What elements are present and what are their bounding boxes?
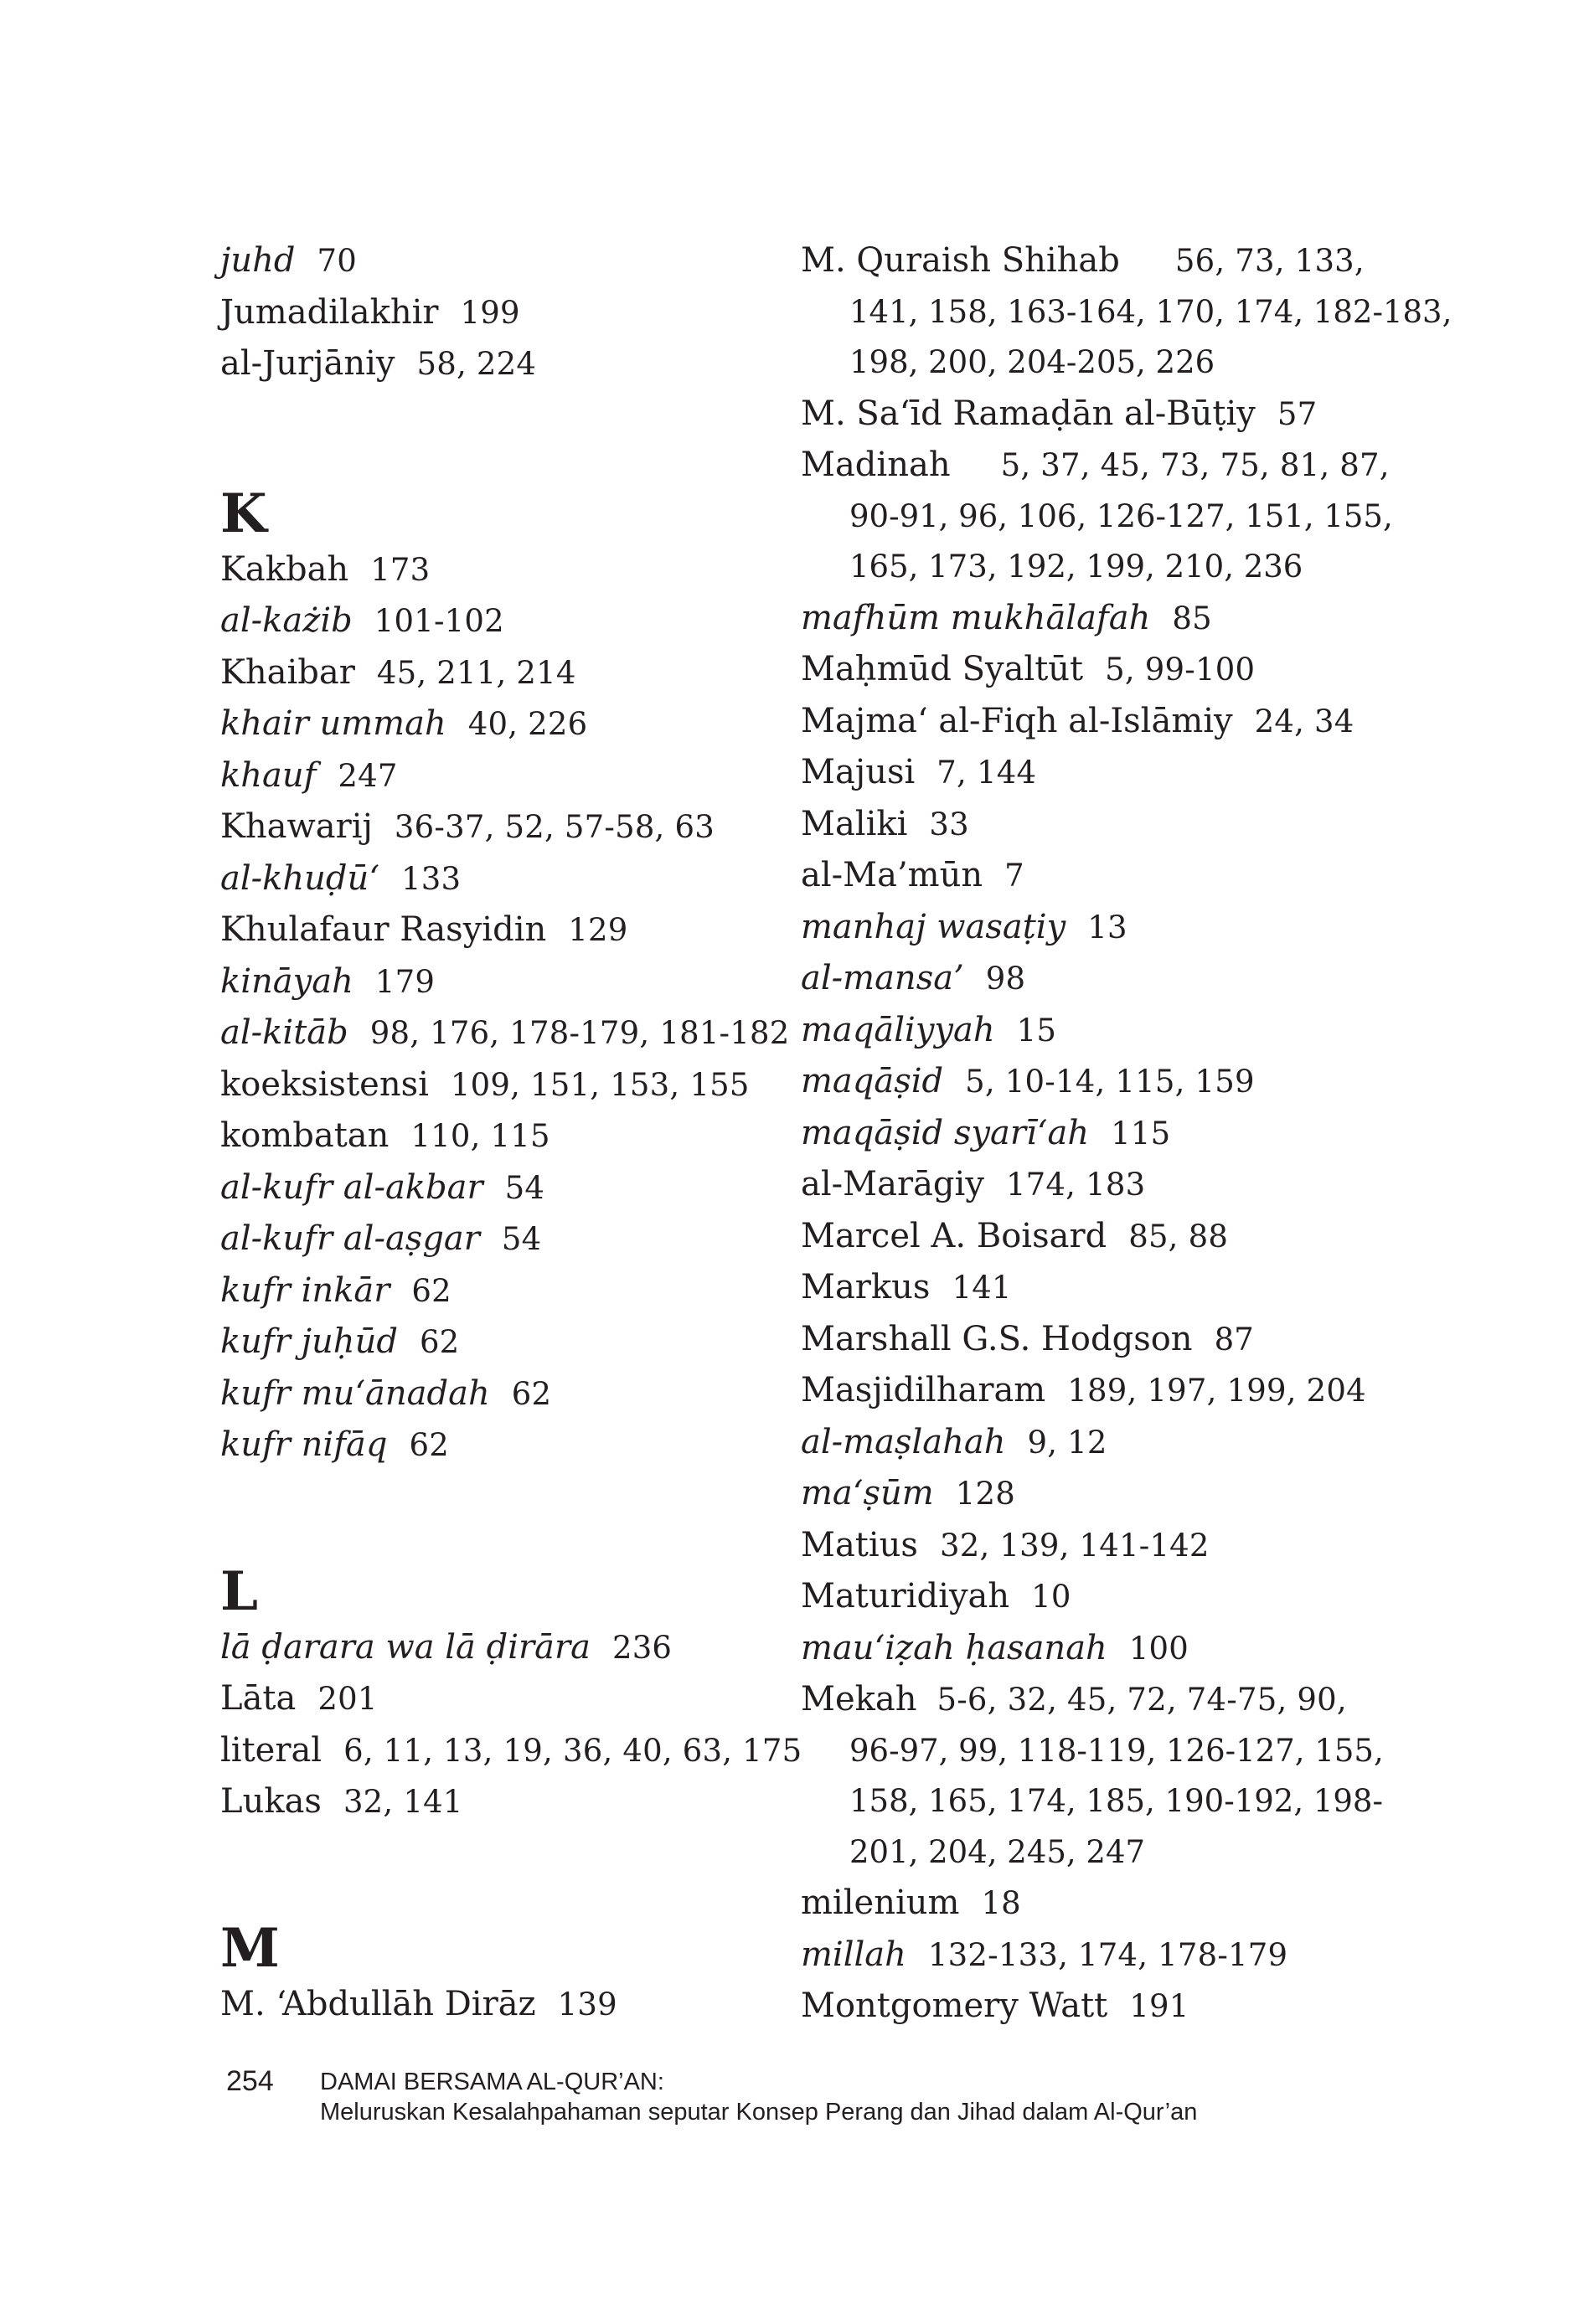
index-entry (220, 1265, 773, 1317)
index-pages-continued: 96-97, 99, 118-119, 126-127, 155, (849, 1732, 1384, 1769)
index-term: millah (801, 1935, 906, 1974)
index-pages: 132-133, 174, 178-179 (927, 1936, 1288, 1973)
index-pages: 70 (317, 243, 358, 279)
index-term: kufr nifāq (220, 1425, 388, 1464)
index-pages: 58, 224 (416, 346, 537, 382)
index-entry (220, 1214, 773, 1265)
section-heading-m: M (220, 1916, 280, 1980)
index-entry (801, 1417, 1387, 1469)
index-pages: 174, 183 (1005, 1167, 1146, 1203)
index-entry (220, 1059, 773, 1111)
index-entry (220, 647, 773, 699)
index-entry (801, 850, 1387, 902)
index-term: Masjidilharam (801, 1371, 1046, 1409)
index-pages-continued: 165, 173, 192, 199, 210, 236 (849, 549, 1303, 585)
index-term: ma‘ṣūm (801, 1474, 934, 1512)
index-pages: 101-102 (374, 603, 504, 639)
index-pages: 173 (370, 551, 431, 588)
index-pages: 100 (1128, 1630, 1189, 1667)
index-entry (801, 1930, 1387, 1981)
index-pages-continued: 201, 204, 245, 247 (849, 1833, 1146, 1870)
index-pages: 189, 197, 199, 204 (1067, 1373, 1366, 1409)
index-term: maqāṣid (801, 1062, 944, 1100)
index-column-right (801, 235, 1452, 2033)
index-pages: 7 (1004, 858, 1024, 894)
index-pages: 87 (1214, 1321, 1255, 1358)
index-pages: 54 (504, 1169, 545, 1206)
index-pages: 115 (1111, 1115, 1171, 1152)
index-entry (220, 544, 773, 596)
index-term: literal (220, 1730, 322, 1770)
index-term: mafhūm mukhālafah (801, 598, 1151, 637)
index-term: manhaj wasaṭiy (801, 907, 1066, 946)
index-pages: 98 (985, 961, 1026, 997)
index-entry (220, 1317, 773, 1368)
index-pages: 10 (1031, 1579, 1071, 1615)
index-entry (801, 1262, 1387, 1314)
index-entry (220, 904, 773, 956)
index-entry (220, 1673, 773, 1725)
index-term: al-Jurjāniy (220, 344, 395, 383)
index-entry (220, 1007, 790, 1059)
index-entry (220, 1979, 773, 2031)
index-entry (801, 1314, 1387, 1366)
index-term: khair ummah (220, 704, 446, 743)
index-entry (220, 750, 773, 802)
index-entry (801, 1159, 1387, 1211)
index-pages: 247 (338, 757, 398, 794)
index-term: kufr inkār (220, 1270, 390, 1310)
running-footer (320, 2067, 1409, 2127)
index-pages: 109, 151, 153, 155 (450, 1066, 750, 1103)
index-entry (801, 747, 1387, 799)
index-entry-quraish-shihab (801, 235, 1452, 389)
index-pages: 85 (1172, 600, 1212, 636)
index-entry (801, 1878, 1387, 1930)
index-entry (801, 1520, 1387, 1572)
index-pages: 6, 11, 13, 19, 36, 40, 63, 175 (343, 1732, 802, 1769)
index-entry-mekah (801, 1674, 1387, 1878)
index-pages-continued: 141, 158, 163-164, 170, 174, 182-183, (849, 293, 1452, 330)
index-entry (220, 698, 773, 750)
index-pages: 36-37, 52, 57-58, 63 (394, 809, 715, 845)
index-pages: 236 (611, 1629, 673, 1666)
index-entry (220, 801, 773, 853)
index-pages: 191 (1129, 1988, 1189, 2024)
index-pages: 62 (511, 1375, 552, 1412)
index-term: Markus (801, 1268, 931, 1306)
index-entry (220, 1622, 773, 1674)
index-term: Maḥmūd Syaltūt (801, 650, 1084, 688)
index-term: M. Quraish Shihab (801, 241, 1120, 280)
index-entry (220, 1420, 773, 1471)
index-term: Majma‘ al-Fiqh al-Islāmiy (801, 701, 1233, 740)
index-section-j (220, 235, 773, 390)
index-entry (220, 1368, 773, 1420)
index-term: al-Ma’mūn (801, 856, 983, 894)
index-term: Mekah (801, 1680, 917, 1719)
index-term: al-khuḍū‘ (220, 858, 379, 898)
index-entry (220, 1725, 802, 1777)
index-pages: 98, 176, 178-179, 181-182 (369, 1015, 790, 1051)
index-pages: 57 (1277, 395, 1318, 432)
index-term: koeksistensi (220, 1064, 429, 1104)
index-entry (801, 1056, 1387, 1108)
index-pages: 141 (952, 1270, 1012, 1306)
index-entry-madinah (801, 440, 1393, 593)
index-entry (801, 644, 1387, 696)
book-subtitle: Meluruskan Kesalahpahaman seputar Konsep Perang dan Jihad dalam Al-Qur’an (320, 2099, 1198, 2126)
index-pages: 110, 115 (410, 1118, 550, 1154)
index-term: Maturidiyah (801, 1577, 1010, 1615)
index-term: Matius (801, 1525, 918, 1564)
index-entry (220, 595, 773, 647)
section-heading-l: L (220, 1559, 258, 1623)
index-pages: 62 (409, 1427, 449, 1463)
index-entry (220, 956, 773, 1008)
index-pages: 128 (955, 1476, 1015, 1512)
index-term: al-kufr al-aṣgar (220, 1219, 480, 1258)
index-term: Lāta (220, 1679, 297, 1718)
index-entry (801, 953, 1387, 1005)
index-entry (801, 696, 1387, 748)
index-pages: 15 (1016, 1012, 1057, 1049)
index-term: al-Marāgiy (801, 1165, 984, 1203)
index-term: kināyah (220, 961, 353, 1001)
index-pages: 32, 141 (343, 1784, 463, 1820)
index-term: al-maṣlahah (801, 1422, 1006, 1461)
index-entry (801, 1108, 1387, 1160)
index-section-m-continued (801, 593, 1387, 1675)
index-entry (220, 853, 773, 905)
index-pages: 201 (317, 1681, 378, 1717)
page-number: 254 (226, 2065, 274, 2097)
index-term: kufr mu‘ānadah (220, 1373, 490, 1413)
index-term: khauf (220, 755, 317, 795)
index-term: al-każib (220, 601, 353, 640)
index-pages-continued: 90-91, 96, 106, 126-127, 151, 155, (849, 497, 1393, 534)
index-entry (801, 1005, 1387, 1057)
index-pages: 56, 73, 133, (1174, 243, 1365, 279)
index-pages: 139 (557, 1986, 617, 2023)
index-term: Marshall G.S. Hodgson (801, 1319, 1193, 1358)
section-heading-k: K (220, 482, 267, 545)
index-section-l (220, 1622, 802, 1828)
index-term: Marcel A. Boisard (801, 1216, 1107, 1255)
index-term: al-kitāb (220, 1013, 348, 1052)
index-term: al-kufr al-akbar (220, 1167, 483, 1207)
index-term: maqāliyyah (801, 1010, 995, 1049)
index-term: Madinah (801, 446, 951, 484)
index-term: Khaibar (220, 652, 355, 692)
index-section-m (220, 1979, 773, 2031)
index-entry (801, 1365, 1387, 1417)
index-term: Jumadilakhir (220, 292, 439, 332)
index-pages-continued: 198, 200, 204-205, 226 (849, 344, 1215, 380)
index-term: al-mansa’ (801, 959, 964, 997)
index-term: Montgomery Watt (801, 1986, 1108, 2025)
index-term: Khulafaur Rasyidin (220, 910, 547, 949)
index-entry (220, 1110, 773, 1162)
index-entry (801, 902, 1387, 954)
index-column-left (220, 235, 802, 2030)
index-pages: 62 (419, 1324, 460, 1360)
index-term: Khawarij (220, 807, 373, 846)
index-pages: 5, 37, 45, 73, 75, 81, 87, (1000, 447, 1390, 483)
index-term: kufr juḥūd (220, 1322, 398, 1361)
index-term: maqāṣid syarī‘ah (801, 1113, 1090, 1152)
index-pages: 33 (929, 806, 969, 843)
index-entry (801, 593, 1387, 645)
index-entry (220, 1776, 773, 1828)
index-entry-buthiy (801, 389, 1387, 441)
index-entry (220, 287, 773, 339)
index-term: Majusi (801, 753, 916, 791)
index-section-m-end (801, 1878, 1387, 2033)
index-pages: 54 (501, 1221, 542, 1257)
book-title: DAMAI BERSAMA AL-QUR’AN: (320, 2069, 664, 2095)
index-entry (801, 1981, 1387, 2033)
index-pages: 32, 139, 141-142 (939, 1527, 1210, 1564)
index-pages: 5, 99-100 (1105, 652, 1256, 688)
index-pages: 24, 34 (1254, 703, 1354, 739)
index-pages: 5-6, 32, 45, 72, 74-75, 90, (936, 1682, 1347, 1718)
index-entry (801, 799, 1387, 851)
index-entry (220, 235, 773, 287)
index-term: milenium (801, 1883, 960, 1922)
index-term: Maliki (801, 804, 908, 843)
index-pages: 40, 226 (467, 706, 588, 742)
index-section-k (220, 544, 790, 1471)
index-pages: 62 (411, 1272, 451, 1309)
index-term: Lukas (220, 1782, 322, 1821)
index-pages: 7, 144 (936, 755, 1037, 791)
index-term: kombatan (220, 1116, 390, 1155)
index-pages: 199 (460, 294, 520, 331)
index-entry (801, 1571, 1387, 1623)
index-pages: 179 (374, 963, 436, 1000)
index-term: mau‘iẓah ḥasanah (801, 1628, 1107, 1667)
index-pages-continued: 158, 165, 174, 185, 190-192, 198- (849, 1783, 1383, 1819)
index-pages: 129 (568, 912, 628, 948)
index-pages: 9, 12 (1027, 1424, 1107, 1461)
index-term: Kakbah (220, 549, 349, 589)
index-pages: 85, 88 (1128, 1218, 1229, 1255)
index-pages: 133 (401, 860, 462, 897)
index-entry (801, 1468, 1387, 1520)
index-term: M. ‘Abdullāh Dirāz (220, 1984, 536, 2023)
index-term: M. Sa‘īd Ramaḍān al-Būṭiy (801, 394, 1256, 433)
index-entry (801, 1211, 1387, 1263)
index-entry (801, 1623, 1387, 1675)
index-pages: 13 (1087, 909, 1127, 946)
index-entry (220, 338, 773, 390)
index-pages: 5, 10-14, 115, 159 (965, 1064, 1255, 1100)
index-term: lā ḍarara wa lā ḍirāra (220, 1627, 591, 1667)
index-entry (220, 1162, 773, 1214)
index-pages: 18 (981, 1885, 1021, 1921)
index-pages: 45, 211, 214 (376, 654, 576, 691)
index-term: juhd (220, 241, 296, 280)
